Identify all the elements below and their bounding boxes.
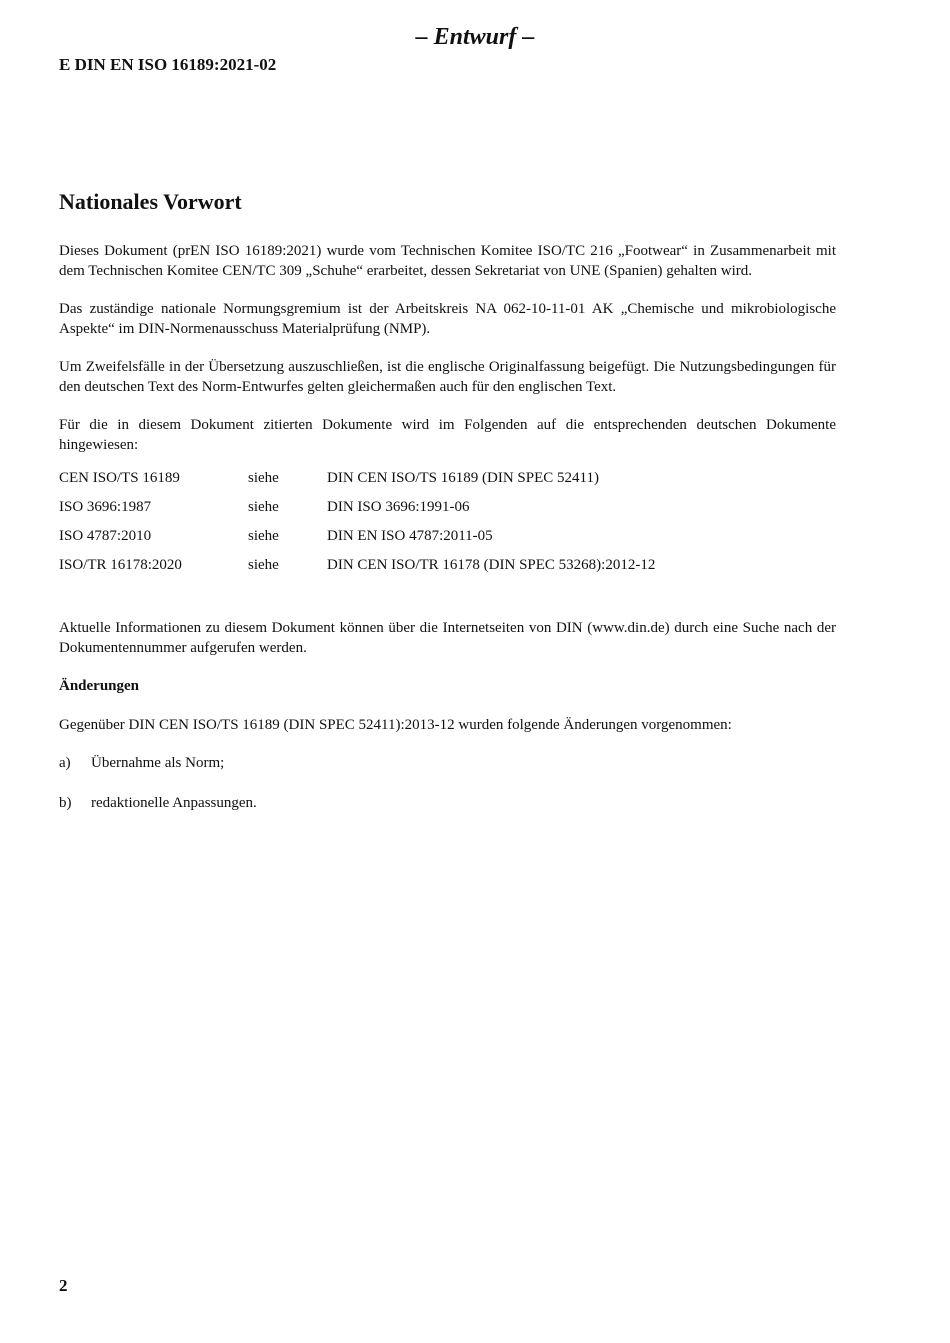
paragraph-committee: Dieses Dokument (prEN ISO 16189:2021) wurde vom Technischen Komitee ISO/TC 216 „Footwear“ in Zusammenarbeit mit dem Technischen Komitee CEN/TC 309 „Schuhe“ erarbeitet, dessen Sekretariat von UNE (Spanien) gehalten wird. [59, 243, 836, 279]
reference-see: siehe [248, 470, 279, 486]
page-content [59, 188, 836, 833]
section-title: Nationales Vorwort [59, 189, 242, 214]
reference-target: DIN EN ISO 4787:2011-05 [327, 528, 493, 544]
reference-target: DIN CEN ISO/TR 16178 (DIN SPEC 53268):2012-12 [327, 557, 656, 573]
paragraph-translation: Um Zweifelsfälle in der Übersetzung auszuschließen, ist die englische Originalfassung beigefügt. Die Nutzungsbedingungen für den deutschen Text des Norm-Entwurfes gelten gleichermaßen auch für den englischen Text. [59, 359, 836, 395]
page-number: 2 [59, 1276, 68, 1295]
reference-see: siehe [248, 528, 279, 544]
reference-source: CEN ISO/TS 16189 [59, 470, 180, 486]
table-row [59, 556, 655, 585]
reference-source: ISO/TR 16178:2020 [59, 557, 182, 573]
list-marker: a) [59, 755, 71, 771]
reference-target: DIN ISO 3696:1991-06 [327, 499, 470, 515]
paragraph-references-intro: Für die in diesem Dokument zitierten Dokumente wird im Folgenden auf die entsprechenden deutschen Dokumente hingewiesen: [59, 417, 836, 453]
reference-source: ISO 3696:1987 [59, 499, 152, 515]
paragraph-info: Aktuelle Informationen zu diesem Dokument können über die Internetseiten von DIN (www.din.de) durch eine Suche nach der Dokumentennummer aufgerufen werden. [59, 620, 836, 656]
paragraph-national-body: Das zuständige nationale Normungsgremium ist der Arbeitskreis NA 062-10-11-01 AK „Chemische und mikrobiologische Aspekte“ im DIN-Normenausschuss Materialprüfung (NMP). [59, 301, 836, 337]
document-identifier: E DIN EN ISO 16189:2021-02 [59, 55, 277, 74]
reference-see: siehe [248, 499, 279, 515]
table-row [59, 527, 655, 556]
reference-target: DIN CEN ISO/TS 16189 (DIN SPEC 52411) [327, 470, 599, 486]
list-item [59, 754, 836, 774]
table-row [59, 469, 655, 498]
reference-table [59, 469, 655, 585]
list-text: Übernahme als Norm; [91, 755, 225, 771]
changes-intro: Gegenüber DIN CEN ISO/TS 16189 (DIN SPEC 52411):2013-12 wurden folgende Änderungen vorgenommen: [59, 716, 732, 733]
list-item [59, 794, 836, 814]
reference-source: ISO 4787:2010 [59, 528, 152, 544]
changes-heading: Änderungen [59, 678, 140, 694]
list-text: redaktionelle Anpassungen. [91, 794, 257, 811]
reference-see: siehe [248, 557, 279, 573]
draft-watermark-heading: – Entwurf – [415, 24, 535, 50]
list-marker: b) [59, 794, 72, 811]
table-row [59, 498, 655, 527]
